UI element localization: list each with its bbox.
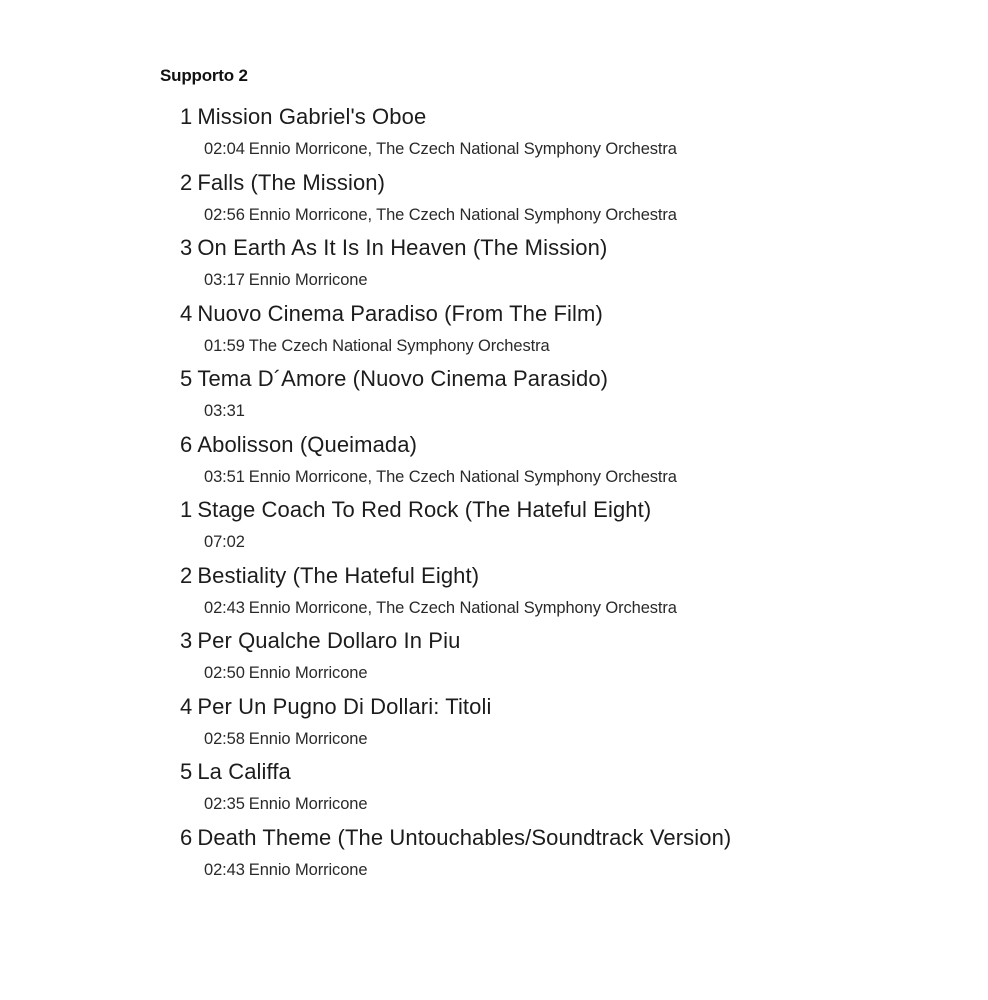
track-item [180, 232, 940, 298]
track-title: Mission Gabriel's Oboe [197, 104, 427, 129]
track-title: On Earth As It Is In Heaven (The Mission) [197, 235, 608, 260]
track-title-line [180, 756, 291, 788]
track-meta [204, 531, 249, 553]
track-title: Death Theme (The Untouchables/Soundtrack Version) [197, 824, 732, 850]
track-duration: 02:43 [204, 598, 245, 617]
track-duration: 07:02 [204, 533, 245, 551]
track-title-line [180, 101, 426, 133]
track-item [180, 167, 940, 233]
track-number: 3 [180, 235, 193, 260]
track-artists: The Czech National Symphony Orchestra [248, 336, 550, 355]
track-duration: 02:04 [204, 140, 245, 158]
track-artists: Ennio Morricone, The Czech National Symphony Orchestra [248, 205, 677, 224]
track-number: 3 [180, 628, 193, 653]
track-artists: Ennio Morricone [248, 860, 368, 879]
track-item [180, 429, 940, 495]
track-artists: Ennio Morricone, The Czech National Symphony Orchestra [248, 598, 677, 617]
track-meta [204, 466, 677, 488]
track-artists: Ennio Morricone [248, 795, 368, 813]
track-number: 5 [180, 759, 193, 784]
track-number: 1 [180, 497, 193, 522]
track-title: Bestiality (The Hateful Eight) [197, 562, 480, 588]
track-number: 4 [180, 693, 193, 719]
track-title-line [180, 363, 608, 395]
track-title-line [180, 167, 385, 199]
track-number: 6 [180, 431, 193, 457]
track-title: Nuovo Cinema Paradiso (From The Film) [197, 300, 603, 326]
track-meta [204, 138, 677, 160]
track-list [180, 101, 940, 887]
track-title: La Califfa [197, 759, 291, 784]
track-duration: 03:31 [204, 402, 245, 420]
track-artists: Ennio Morricone [248, 271, 368, 289]
track-meta [204, 597, 677, 619]
track-artists: Ennio Morricone [248, 729, 368, 748]
track-item [180, 756, 940, 822]
track-title: Abolisson (Queimada) [197, 431, 418, 457]
track-meta [204, 400, 249, 422]
track-artists: Ennio Morricone, The Czech National Symphony Orchestra [248, 140, 677, 158]
track-duration: 03:51 [204, 467, 245, 486]
track-meta [204, 793, 367, 815]
track-artists: Ennio Morricone, The Czech National Symphony Orchestra [248, 467, 677, 486]
track-meta [204, 335, 550, 357]
track-title: Tema D´Amore (Nuovo Cinema Parasido) [197, 366, 609, 391]
track-item [180, 560, 940, 626]
track-item [180, 691, 940, 757]
track-artists: Ennio Morricone [248, 664, 368, 682]
track-title-line [180, 822, 731, 854]
track-duration: 02:35 [204, 795, 245, 813]
track-meta [204, 859, 367, 881]
track-meta [204, 662, 367, 684]
track-title-line [180, 691, 491, 723]
track-title-line [180, 429, 417, 461]
track-duration: 02:56 [204, 205, 245, 224]
track-item [180, 494, 940, 560]
track-number: 5 [180, 366, 193, 391]
track-title-line [180, 232, 607, 264]
track-title-line [180, 494, 651, 526]
track-title-line [180, 560, 479, 592]
section-title: Supporto 2 [160, 66, 248, 85]
track-title-line [180, 625, 460, 657]
track-meta [204, 269, 367, 291]
track-title: Stage Coach To Red Rock (The Hateful Eight) [197, 497, 652, 522]
track-duration: 03:17 [204, 271, 245, 289]
track-duration: 02:43 [204, 860, 245, 879]
track-number: 6 [180, 824, 193, 850]
track-item [180, 625, 940, 691]
track-number: 1 [180, 104, 193, 129]
track-duration: 02:58 [204, 729, 245, 748]
track-meta [204, 728, 367, 750]
track-number: 2 [180, 562, 193, 588]
track-title: Per Un Pugno Di Dollari: Titoli [197, 693, 492, 719]
track-duration: 02:50 [204, 664, 245, 682]
track-title: Falls (The Mission) [197, 169, 386, 195]
track-title-line [180, 298, 603, 330]
track-item [180, 101, 940, 167]
track-meta [204, 204, 677, 226]
track-number: 2 [180, 169, 193, 195]
track-duration: 01:59 [204, 336, 245, 355]
track-item [180, 298, 940, 364]
track-item [180, 363, 940, 429]
track-number: 4 [180, 300, 193, 326]
track-title: Per Qualche Dollaro In Piu [197, 628, 461, 653]
track-item [180, 822, 940, 888]
